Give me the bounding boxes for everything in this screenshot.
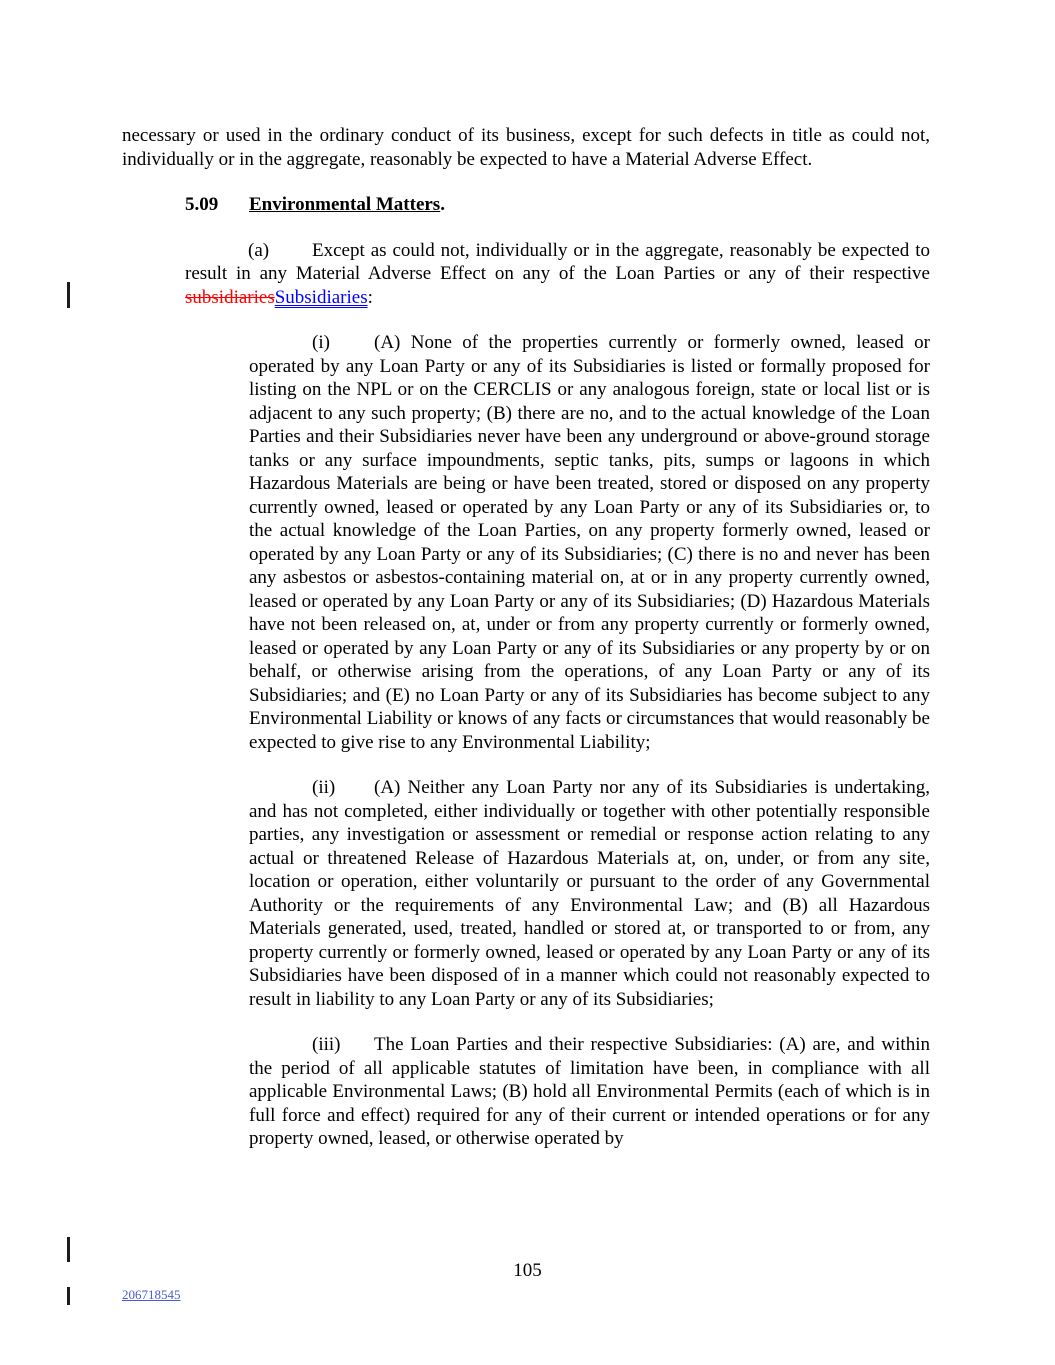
sub-paragraph-iii: [249, 1033, 930, 1151]
paragraph-a: [185, 239, 930, 310]
section-title-suffix: .: [440, 194, 445, 215]
section-heading: [185, 193, 930, 217]
footer-reference-link[interactable]: 206718545: [122, 1287, 181, 1302]
inserted-text: Subsidiaries: [274, 286, 368, 308]
page-number: 105: [513, 1260, 542, 1281]
sub-paragraph-i-label: (i): [312, 332, 330, 353]
document-body: [122, 124, 930, 1173]
intro-paragraph: necessary or used in the ordinary conduct of its business, except for such defects in title as could not, individually or in the aggregate, reasonably be expected to have a Material Adverse Effect.: [122, 125, 930, 170]
sub-paragraph-i: [249, 331, 930, 754]
paragraph-a-suffix: :: [367, 286, 373, 308]
paragraph-a-label: (a): [248, 239, 270, 261]
sub-paragraph-ii-text: (A) Neither any Loan Party nor any of its Subsidiaries is undertaking, and has not completed, either individually or together with other potentially responsible parties, any investigation or assessment or remedial or response action relating to any actual or threatened Release of Hazardous Materials at, on, under, or from any site, location or operation, either voluntarily or pursuant to the order of any Governmental Authority or the requirements of any Environmental Law; and (B) all Hazardous Materials generated, used, treated, handled or stored at, or transported to or from, any property currently or formerly owned, leased or operated by any Loan Party or any of its Subsidiaries have been disposed of in a manner which could not reasonably expected to result in liability to any Loan Party or any of its Subsidiaries;: [249, 777, 930, 1010]
change-bar: [67, 1237, 70, 1262]
sub-paragraph-i-text: (A) None of the properties currently or formerly owned, leased or operated by any Loan Party or any of its Subsidiaries is listed or formally proposed for listing on the NPL or on the CERCLIS or any analogous foreign, state or local list or is adjacent to any such property; (B) there are no, and to the actual knowledge of the Loan Parties and their Subsidiaries never have been any underground or above-ground storage tanks or any surface impoundments, septic tanks, pits, sumps or lagoons in which Hazardous Materials are being or have been treated, stored or disposed on any property currently owned, leased or operated by any Loan Party or any of its Subsidiaries or, to the actual knowledge of the Loan Parties, on any property formerly owned, leased or operated by any Loan Party or any of its Subsidiaries; (C) there is no and never has been any asbestos or asbestos-containing material on, at or in any property currently owned, leased or operated by any Loan Party or any of its Subsidiaries; (D) Hazardous Materials have not been released on, at, under or from any property currently or formerly owned, leased or operated by any Loan Party or any of its Subsidiaries or any property by or on behalf, or otherwise arising from the operations, of any Loan Party or any of its Subsidiaries; and (E) no Loan Party or any of its Subsidiaries has become subject to any Environmental Liability or knows of any facts or circumstances that would reasonably be expected to give rise to any Environmental Liability;: [249, 332, 930, 753]
change-bar: [67, 1287, 70, 1305]
section-number: 5.09: [185, 194, 219, 215]
sub-paragraph-iii-label: (iii): [312, 1034, 341, 1055]
deleted-text: subsidiaries: [185, 286, 275, 308]
paragraph-a-text: Except as could not, individually or in the aggregate, reasonably be expected to result in any Material Adverse Effect on any of the Loan Parties or any of their respective: [185, 239, 930, 284]
change-bar: [67, 282, 70, 308]
sub-paragraph-ii: [249, 776, 930, 1011]
sub-paragraph-iii-text: The Loan Parties and their respective Subsidiaries: (A) are, and within the period of all applicable statutes of limitation have been, in compliance with all applicable Environmental Laws; (B) hold all Environmental Permits (each of which is in full force and effect) required for any of their current or intended operations or for any property owned, leased, or otherwise operated by: [249, 1034, 930, 1149]
section-title: Environmental Matters: [249, 194, 441, 215]
sub-paragraph-ii-label: (ii): [312, 777, 336, 798]
